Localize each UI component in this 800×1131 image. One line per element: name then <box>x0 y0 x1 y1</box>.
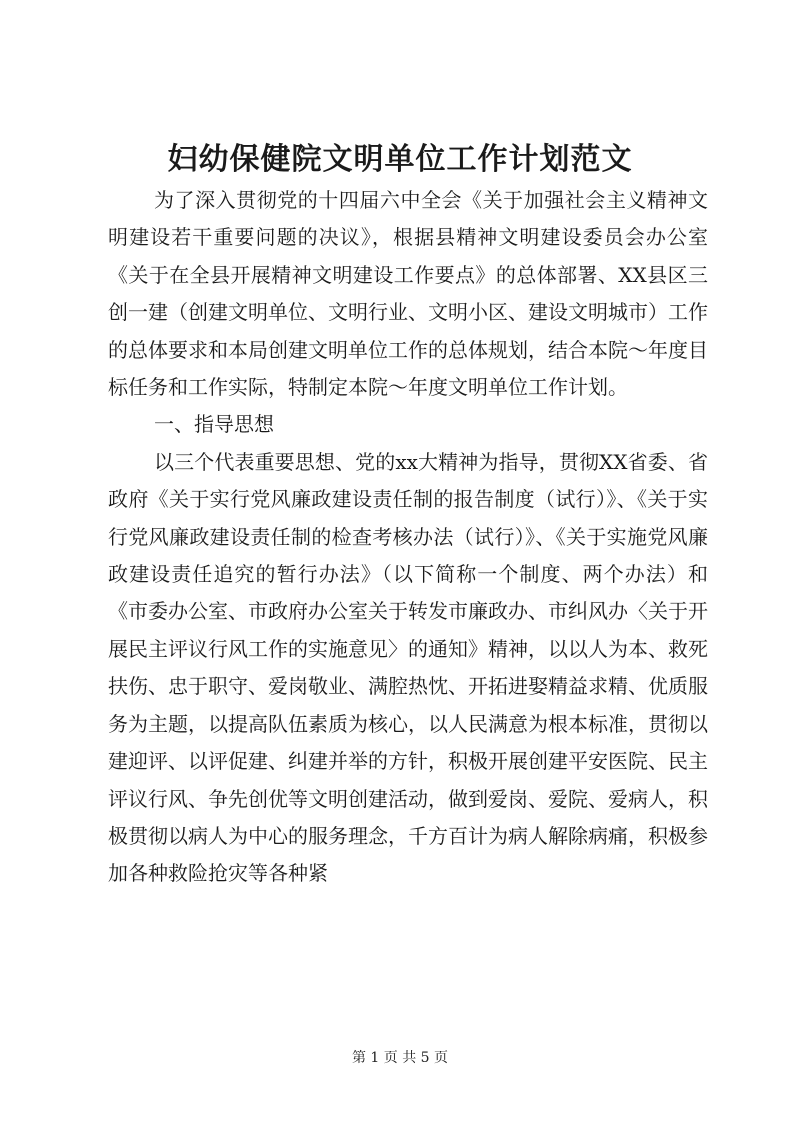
section-heading-guiding-ideology: 一、指导思想 <box>154 412 274 437</box>
document-title: 妇幼保健院文明单位工作计划范文 <box>167 142 633 177</box>
document-body <box>108 182 708 893</box>
intro-paragraph: 为了深入贯彻党的十四届六中全会《关于加强社会主义精神文明建设若干重要问题的决议》，根据县精神文明建设委员会办公室《关于在全县开展精神文明建设工作要点》的总体部署、XX县区三创一建（创建文明单位、文明行业、文明小区、建设文明城市）工作的总体要求和本局创建文明单位工作的总体规划，结合本院～年度目标任务和工作实际，特制定本院～年度文明单位工作计划。 <box>108 188 708 400</box>
guiding-ideology-paragraph: 以三个代表重要思想、党的xx大精神为指导，贯彻XX省委、省政府《关于实行党风廉政建设责任制的报告制度（试行）》、《关于实行党风廉政建设责任制的检查考核办法（试行）》、《关于实施党风廉政建设责任追究的暂行办法》（以下简称一个制度、两个办法）和《市委办公室、市政府办公室关于转发市廉政办、市纠风办〈关于开展民主评议行风工作的实施意见〉的通知》精神，以以人为本、救死扶伤、忠于职守、爱岗敬业、满腔热忱、开拓进娶精益求精、优质服务为主题，以提高队伍素质为核心，以人民满意为根本标准，贯彻以建迎评、以评促建、纠建并举的方针，积极开展创建平安医院、民主评议行风、争先创优等文明创建活动，做到爱岗、爱院、爱病人，积极贯彻以病人为中心的服务理念，千方百计为病人解除病痛，积极参加各种救险抢灾等各种紧 <box>108 449 708 886</box>
page-footer: 第 1 页 共 5 页 <box>351 1050 449 1066</box>
